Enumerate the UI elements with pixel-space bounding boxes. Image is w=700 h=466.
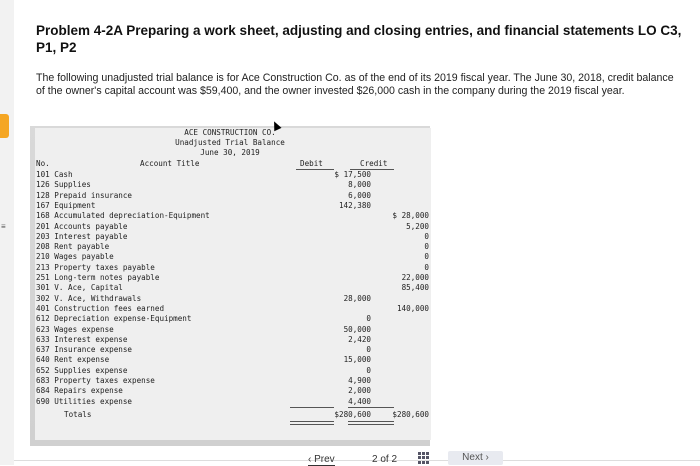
chevron-left-icon: ‹ (308, 454, 312, 465)
tb-account: 101 Cash (36, 170, 73, 179)
tb-credit-double-rule (348, 421, 394, 425)
tb-col-account: Account Title (140, 159, 200, 168)
tb-credit: 0 (424, 252, 429, 262)
tb-account: 637 Insurance expense (36, 345, 133, 355)
tb-credit-sum-rule (348, 407, 394, 408)
tb-account: 690 Utilities expense (36, 396, 133, 406)
table-row (36, 335, 426, 345)
table-row (36, 325, 426, 335)
tb-credit: 0 (424, 262, 429, 272)
tb-account: 251 Long-term notes payable (36, 273, 160, 282)
tb-account: 301 V. Ace, Capital (36, 283, 123, 293)
tb-credit: 0 (424, 231, 429, 241)
problem-intro: The following unadjusted trial balance is for Ace Construction Co. as of the end of its 2019 fiscal year. The June 30, 2018, credit balance of the owner's capital account was $59,400, and the owner invested $26,000 cash in the company during the 2019 fiscal year. (36, 72, 674, 97)
tb-debit: 142,380 (338, 200, 371, 210)
table-row (36, 294, 426, 304)
table-row (36, 303, 429, 314)
tb-date: June 30, 2019 (200, 148, 260, 157)
tb-account: 612 Depreciation expense-Equipment (36, 314, 192, 324)
tb-account: 203 Interest payable (36, 231, 128, 241)
tb-credit: 5,200 (406, 221, 429, 231)
tb-account: 683 Property taxes expense (36, 376, 155, 385)
tb-debit: $ 17,500 (334, 170, 371, 179)
table-row (36, 366, 426, 376)
table-row (36, 314, 426, 324)
tb-credit: 0 (424, 242, 429, 252)
table-row (36, 376, 426, 386)
tb-account: 168 Accumulated depreciation-Equipment (36, 211, 210, 221)
tb-account: 213 Property taxes payable (36, 262, 155, 272)
table-row (36, 252, 429, 262)
tb-total-debit: $280,600 (334, 410, 371, 419)
tb-col-debit: Debit (300, 159, 323, 168)
tb-col-credit: Credit (360, 159, 388, 168)
tb-debit-double-rule (290, 421, 334, 425)
side-mark-icon: ≡ (1, 222, 6, 231)
footer-divider (14, 460, 700, 461)
tb-debit: 4,900 (348, 376, 371, 385)
tb-debit: 2,000 (348, 386, 371, 396)
tb-total-credit: $280,600 (392, 410, 429, 419)
table-row (36, 262, 429, 273)
table-row (36, 221, 429, 232)
table-row (36, 231, 429, 242)
tb-debit-sum-rule (290, 407, 334, 408)
tb-debit: 8,000 (348, 180, 371, 190)
tb-debit: 4,400 (348, 396, 371, 406)
chevron-right-icon: › (485, 452, 489, 463)
table-row (36, 201, 426, 211)
table-row (36, 242, 429, 252)
table-row (36, 170, 426, 180)
table-row (36, 191, 426, 201)
tb-debit: 28,000 (343, 293, 371, 303)
left-sidebar-strip (0, 0, 14, 465)
next-label: Next (462, 452, 483, 463)
tb-company-name: ACE CONSTRUCTION CO. (184, 128, 276, 137)
grid-icon[interactable] (418, 452, 430, 464)
next-button[interactable] (448, 451, 503, 465)
tb-account: 302 V. Ace, Withdrawals (36, 293, 142, 303)
tb-account: 208 Rent payable (36, 242, 110, 252)
tb-account: 128 Prepaid insurance (36, 190, 133, 200)
tb-credit: 140,000 (396, 303, 429, 313)
problem-title: Problem 4-2A Preparing a work sheet, adjusting and closing entries, and financial statements LO C3, P1, P2 (36, 23, 682, 55)
tb-account: 623 Wages expense (36, 324, 114, 334)
tb-account: 201 Accounts payable (36, 221, 128, 231)
tb-account: 126 Supplies (36, 180, 91, 190)
tb-credit: 85,400 (401, 283, 429, 293)
tb-account: 210 Wages payable (36, 252, 114, 262)
table-row (36, 397, 426, 407)
tb-account: 167 Equipment (36, 200, 96, 210)
table-row (36, 345, 426, 355)
tb-debit: 6,000 (348, 190, 371, 200)
tb-credit: 22,000 (401, 273, 429, 282)
tb-totals-label: Totals (64, 410, 92, 419)
tb-debit: 0 (366, 365, 371, 375)
table-row (36, 386, 426, 396)
tb-subtitle: Unadjusted Trial Balance (175, 138, 285, 147)
tb-debit: 0 (366, 314, 371, 324)
tb-account: 640 Rent expense (36, 355, 110, 365)
tb-account: 401 Construction fees earned (36, 303, 165, 313)
tb-credit: $ 28,000 (392, 211, 429, 221)
tb-account: 633 Interest expense (36, 334, 128, 344)
side-tab-marker[interactable] (0, 114, 9, 138)
page-current: 2 (372, 454, 378, 465)
tb-totals-row (36, 410, 429, 420)
tb-account: 652 Supplies expense (36, 365, 128, 375)
table-row (36, 355, 426, 365)
page-of: of (380, 454, 389, 465)
table-row (36, 273, 429, 283)
prev-label: Prev (314, 454, 335, 465)
table-row (36, 283, 429, 293)
tb-debit: 2,420 (348, 334, 371, 344)
table-row (36, 211, 429, 221)
tb-debit: 0 (366, 345, 371, 355)
table-row (36, 180, 426, 190)
prev-button[interactable] (308, 454, 335, 466)
tb-debit: 15,000 (343, 355, 371, 365)
tb-account: 684 Repairs expense (36, 386, 123, 396)
page-indicator (372, 454, 397, 465)
tb-col-no: No. (36, 159, 50, 168)
page-total: 2 (391, 454, 398, 465)
tb-debit: 50,000 (343, 324, 371, 334)
